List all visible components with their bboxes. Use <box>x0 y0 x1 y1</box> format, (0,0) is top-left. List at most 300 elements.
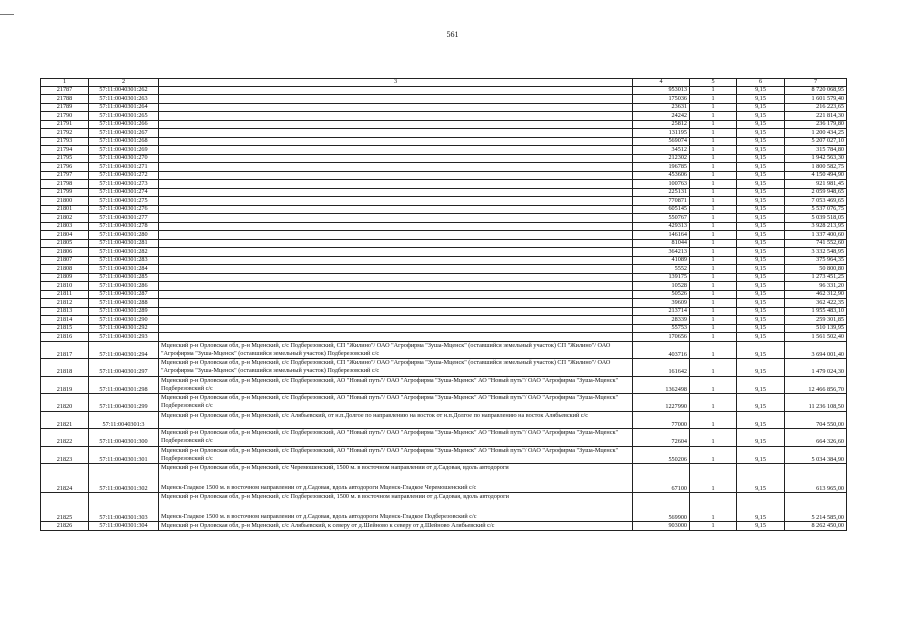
location-cell <box>159 290 633 299</box>
cadastral-number-cell: 57:11:0040301:303 <box>89 493 159 522</box>
area-cell: 41089 <box>633 256 690 265</box>
area-cell: 903000 <box>633 522 690 531</box>
row-number-cell: 21787 <box>41 86 89 95</box>
area-cell: 550767 <box>633 214 690 223</box>
rate-cell: 9,15 <box>737 205 785 214</box>
table-row <box>41 359 847 377</box>
cadastral-number-cell: 57:11:0040301:276 <box>89 205 159 214</box>
rate-cell: 9,15 <box>737 146 785 155</box>
rate-cell: 9,15 <box>737 493 785 522</box>
rate-cell: 9,15 <box>737 464 785 493</box>
location-cell <box>159 197 633 206</box>
rate-cell: 9,15 <box>737 273 785 282</box>
area-cell: 569074 <box>633 137 690 146</box>
coefficient-cell: 1 <box>690 376 737 394</box>
table-row <box>41 324 847 333</box>
coefficient-cell: 1 <box>690 129 737 138</box>
rate-cell: 9,15 <box>737 316 785 325</box>
value-cell: 510 139,95 <box>785 324 847 333</box>
page-number: 561 <box>446 30 459 39</box>
cadastral-number-cell: 57:11:0040301:269 <box>89 146 159 155</box>
cadastral-number-cell: 57:11:0040301:272 <box>89 171 159 180</box>
rate-cell: 9,15 <box>737 163 785 172</box>
row-number-cell: 21801 <box>41 205 89 214</box>
coefficient-cell: 1 <box>690 429 737 447</box>
rate-cell: 9,15 <box>737 446 785 464</box>
coefficient-cell: 1 <box>690 188 737 197</box>
table-row <box>41 299 847 308</box>
row-number-cell: 21794 <box>41 146 89 155</box>
value-cell: 50 800,80 <box>785 265 847 274</box>
value-cell: 4 150 494,90 <box>785 171 847 180</box>
rate-cell: 9,15 <box>737 429 785 447</box>
row-number-cell: 21811 <box>41 290 89 299</box>
cadastral-number-cell: 57:11:0040301:287 <box>89 290 159 299</box>
cadastral-number-cell: 57:11:0040301:284 <box>89 265 159 274</box>
row-number-cell: 21815 <box>41 324 89 333</box>
cadastral-number-cell: 57:11:0040301:3 <box>89 411 159 429</box>
row-number-cell: 21798 <box>41 180 89 189</box>
table-row <box>41 429 847 447</box>
table-row <box>41 411 847 429</box>
area-cell: 55753 <box>633 324 690 333</box>
cadastral-number-cell: 57:11:0040301:263 <box>89 95 159 104</box>
value-cell: 8 720 068,95 <box>785 86 847 95</box>
location-cell <box>159 120 633 129</box>
area-cell: 225131 <box>633 188 690 197</box>
cadastral-number-cell: 57:11:0040301:281 <box>89 239 159 248</box>
value-cell: 3 694 001,40 <box>785 341 847 359</box>
cadastral-number-cell: 57:11:0040301:277 <box>89 214 159 223</box>
header-cell: 5 <box>690 79 737 87</box>
row-number-cell: 21803 <box>41 222 89 231</box>
location-cell <box>159 282 633 291</box>
area-cell: 77000 <box>633 411 690 429</box>
location-cell <box>159 163 633 172</box>
coefficient-cell: 1 <box>690 307 737 316</box>
coefficient-cell: 1 <box>690 256 737 265</box>
location-cell: Мценский р-н Орловская обл, р-н Мценский, с/с Подберезовский, АО "Новый путь"/ ОАО "Агрофирма "Зуша-Мценск" АО "Новый путь"/ ОАО "Агрофирма "Зуша-Мценск" Подберезовский с/с <box>159 446 633 464</box>
row-number-cell: 21813 <box>41 307 89 316</box>
area-cell: 72604 <box>633 429 690 447</box>
area-cell: 100763 <box>633 180 690 189</box>
location-cell <box>159 180 633 189</box>
row-number-cell: 21819 <box>41 376 89 394</box>
location-cell <box>159 154 633 163</box>
table-row <box>41 307 847 316</box>
coefficient-cell: 1 <box>690 86 737 95</box>
table-row <box>41 290 847 299</box>
location-cell: Мценский р-н Орловская обл, р-н Мценский, с/с Подберезовский, СП "Жилино"/ ОАО "Агрофирма "Зуша-Мценск" (оставшийся земельный участок) СП "Жилино"/ ОАО "Агрофирма "Зуша-Мценск" (оставшийся земельный участок) Подберезовский с/с <box>159 341 633 359</box>
value-cell: 741 552,60 <box>785 239 847 248</box>
rate-cell: 9,15 <box>737 103 785 112</box>
value-cell: 3 332 548,95 <box>785 248 847 257</box>
coefficient-cell: 1 <box>690 446 737 464</box>
location-cell <box>159 146 633 155</box>
table-row <box>41 341 847 359</box>
location-cell <box>159 103 633 112</box>
value-cell: 1 955 483,10 <box>785 307 847 316</box>
area-cell: 605145 <box>633 205 690 214</box>
coefficient-cell: 1 <box>690 171 737 180</box>
location-cell <box>159 129 633 138</box>
value-cell: 1 942 563,30 <box>785 154 847 163</box>
row-number-cell: 21821 <box>41 411 89 429</box>
coefficient-cell: 1 <box>690 248 737 257</box>
table-row <box>41 273 847 282</box>
rate-cell: 9,15 <box>737 333 785 342</box>
cadastral-value-table <box>40 78 847 531</box>
table-row <box>41 248 847 257</box>
value-cell: 613 965,00 <box>785 464 847 493</box>
rate-cell: 9,15 <box>737 299 785 308</box>
row-number-cell: 21825 <box>41 493 89 522</box>
value-cell: 7 053 469,65 <box>785 197 847 206</box>
row-number-cell: 21804 <box>41 231 89 240</box>
value-cell: 1 200 434,25 <box>785 129 847 138</box>
table-row <box>41 446 847 464</box>
table-row <box>41 103 847 112</box>
location-line: Мценск-Гладкое 1500 м. в восточном направлении от д.Садовая, вдоль автодороги Мценск-Гладкое Подберезовский с/с <box>161 513 477 521</box>
cadastral-number-cell: 57:11:0040301:300 <box>89 429 159 447</box>
location-cell <box>159 464 633 493</box>
area-cell: 67100 <box>633 464 690 493</box>
area-cell: 170656 <box>633 333 690 342</box>
cadastral-number-cell: 57:11:0040301:283 <box>89 256 159 265</box>
coefficient-cell: 1 <box>690 112 737 121</box>
row-number-cell: 21820 <box>41 394 89 412</box>
row-number-cell: 21806 <box>41 248 89 257</box>
value-cell: 3 928 213,95 <box>785 222 847 231</box>
value-cell: 12 466 856,70 <box>785 376 847 394</box>
rate-cell: 9,15 <box>737 411 785 429</box>
coefficient-cell: 1 <box>690 137 737 146</box>
area-cell: 1227990 <box>633 394 690 412</box>
coefficient-cell: 1 <box>690 214 737 223</box>
cadastral-number-cell: 57:11:0040301:262 <box>89 86 159 95</box>
table-row <box>41 464 847 493</box>
location-cell <box>159 265 633 274</box>
value-cell: 8 262 450,00 <box>785 522 847 531</box>
area-cell: 212302 <box>633 154 690 163</box>
rate-cell: 9,15 <box>737 120 785 129</box>
cadastral-number-cell: 57:11:0040301:278 <box>89 222 159 231</box>
coefficient-cell: 1 <box>690 163 737 172</box>
row-number-cell: 21800 <box>41 197 89 206</box>
row-number-cell: 21810 <box>41 282 89 291</box>
row-number-cell: 21789 <box>41 103 89 112</box>
location-cell <box>159 333 633 342</box>
table-row <box>41 394 847 412</box>
row-number-cell: 21796 <box>41 163 89 172</box>
cadastral-number-cell: 57:11:0040301:265 <box>89 112 159 121</box>
header-cell: 1 <box>41 79 89 87</box>
cadastral-number-cell: 57:11:0040301:289 <box>89 307 159 316</box>
cadastral-number-cell: 57:11:0040301:298 <box>89 376 159 394</box>
table-row <box>41 95 847 104</box>
value-cell: 236 179,80 <box>785 120 847 129</box>
location-line: Мценский р-н Орловская обл, р-н Мценский, с/с Черемошенский, 1500 м. в восточном направлении от д.Садовая, вдоль автодороги <box>161 464 509 472</box>
row-number-cell: 21795 <box>41 154 89 163</box>
header-cell: 3 <box>159 79 633 87</box>
rate-cell: 9,15 <box>737 359 785 377</box>
cadastral-number-cell: 57:11:0040301:273 <box>89 180 159 189</box>
table-row <box>41 214 847 223</box>
area-cell: 1362498 <box>633 376 690 394</box>
row-number-cell: 21824 <box>41 464 89 493</box>
row-number-cell: 21818 <box>41 359 89 377</box>
table-row <box>41 146 847 155</box>
area-cell: 429313 <box>633 222 690 231</box>
table-row <box>41 180 847 189</box>
value-cell: 375 964,35 <box>785 256 847 265</box>
cadastral-number-cell: 57:11:0040301:292 <box>89 324 159 333</box>
location-cell <box>159 256 633 265</box>
location-cell <box>159 188 633 197</box>
cadastral-number-cell: 57:11:0040301:266 <box>89 120 159 129</box>
area-cell: 550206 <box>633 446 690 464</box>
value-cell: 704 550,00 <box>785 411 847 429</box>
location-cell <box>159 112 633 121</box>
rate-cell: 9,15 <box>737 214 785 223</box>
cadastral-number-cell: 57:11:0040301:285 <box>89 273 159 282</box>
location-cell: Мценский р-н Орловская обл, р-н Мценский, с/с Алябьевский, от н.п.Долгое по направлению на восток от н.п.Долгое по направлению на восток Алябьевский с/с <box>159 411 633 429</box>
value-cell: 221 814,30 <box>785 112 847 121</box>
location-cell <box>159 493 633 522</box>
table-row <box>41 316 847 325</box>
coefficient-cell: 1 <box>690 464 737 493</box>
row-number-cell: 21812 <box>41 299 89 308</box>
value-cell: 1 479 024,30 <box>785 359 847 377</box>
rate-cell: 9,15 <box>737 239 785 248</box>
coefficient-cell: 1 <box>690 273 737 282</box>
value-cell: 1 561 502,40 <box>785 333 847 342</box>
rate-cell: 9,15 <box>737 290 785 299</box>
value-cell: 1 273 451,25 <box>785 273 847 282</box>
area-cell: 23631 <box>633 103 690 112</box>
coefficient-cell: 1 <box>690 231 737 240</box>
coefficient-cell: 1 <box>690 290 737 299</box>
location-cell: Мценский р-н Орловская обл, р-н Мценский, с/с Алябьевский, к северу от д.Шейново к северу от д.Шейново Алябьевский с/с <box>159 522 633 531</box>
table-row <box>41 112 847 121</box>
coefficient-cell: 1 <box>690 239 737 248</box>
rate-cell: 9,15 <box>737 197 785 206</box>
cadastral-number-cell: 57:11:0040301:268 <box>89 137 159 146</box>
rate-cell: 9,15 <box>737 522 785 531</box>
table-row <box>41 282 847 291</box>
cadastral-number-cell: 57:11:0040301:288 <box>89 299 159 308</box>
scan-edge-mark <box>0 14 14 15</box>
coefficient-cell: 1 <box>690 180 737 189</box>
cadastral-number-cell: 57:11:0040301:302 <box>89 464 159 493</box>
rate-cell: 9,15 <box>737 341 785 359</box>
row-number-cell: 21799 <box>41 188 89 197</box>
row-number-cell: 21808 <box>41 265 89 274</box>
rate-cell: 9,15 <box>737 129 785 138</box>
header-cell: 6 <box>737 79 785 87</box>
value-cell: 216 223,65 <box>785 103 847 112</box>
table-row <box>41 86 847 95</box>
row-number-cell: 21826 <box>41 522 89 531</box>
value-cell: 664 326,60 <box>785 429 847 447</box>
rate-cell: 9,15 <box>737 265 785 274</box>
location-cell <box>159 137 633 146</box>
value-cell: 1 800 582,75 <box>785 163 847 172</box>
area-cell: 364213 <box>633 248 690 257</box>
value-cell: 1 601 579,40 <box>785 95 847 104</box>
row-number-cell: 21807 <box>41 256 89 265</box>
area-cell: 25812 <box>633 120 690 129</box>
table-row <box>41 333 847 342</box>
header-cell: 2 <box>89 79 159 87</box>
area-cell: 161642 <box>633 359 690 377</box>
area-cell: 146164 <box>633 231 690 240</box>
location-cell <box>159 316 633 325</box>
value-cell: 5 034 384,90 <box>785 446 847 464</box>
coefficient-cell: 1 <box>690 146 737 155</box>
rate-cell: 9,15 <box>737 188 785 197</box>
area-cell: 403716 <box>633 341 690 359</box>
row-number-cell: 21822 <box>41 429 89 447</box>
area-cell: 10528 <box>633 282 690 291</box>
area-cell: 953013 <box>633 86 690 95</box>
coefficient-cell: 1 <box>690 197 737 206</box>
cadastral-number-cell: 57:11:0040301:271 <box>89 163 159 172</box>
table-row <box>41 137 847 146</box>
table-row <box>41 188 847 197</box>
coefficient-cell: 1 <box>690 282 737 291</box>
area-cell: 24242 <box>633 112 690 121</box>
location-cell: Мценский р-н Орловская обл, р-н Мценский, с/с Подберезовский, АО "Новый путь"/ ОАО "Агрофирма "Зуша-Мценск" АО "Новый путь"/ ОАО "Агрофирма "Зуша-Мценск" Подберезовский с/с <box>159 376 633 394</box>
value-cell: 2 059 948,65 <box>785 188 847 197</box>
area-cell: 50526 <box>633 290 690 299</box>
row-number-cell: 21817 <box>41 341 89 359</box>
cadastral-number-cell: 57:11:0040301:282 <box>89 248 159 257</box>
coefficient-cell: 1 <box>690 493 737 522</box>
table-row <box>41 239 847 248</box>
location-cell <box>159 222 633 231</box>
area-cell: 213714 <box>633 307 690 316</box>
row-number-cell: 21791 <box>41 120 89 129</box>
table-row <box>41 154 847 163</box>
area-cell: 175036 <box>633 95 690 104</box>
location-cell <box>159 231 633 240</box>
location-cell <box>159 214 633 223</box>
value-cell: 921 981,45 <box>785 180 847 189</box>
coefficient-cell: 1 <box>690 411 737 429</box>
rate-cell: 9,15 <box>737 282 785 291</box>
table-row <box>41 493 847 522</box>
row-number-cell: 21809 <box>41 273 89 282</box>
location-cell <box>159 95 633 104</box>
coefficient-cell: 1 <box>690 394 737 412</box>
cadastral-number-cell: 57:11:0040301:294 <box>89 341 159 359</box>
value-cell: 11 236 108,50 <box>785 394 847 412</box>
row-number-cell: 21792 <box>41 129 89 138</box>
cadastral-number-cell: 57:11:0040301:299 <box>89 394 159 412</box>
coefficient-cell: 1 <box>690 205 737 214</box>
area-cell: 34512 <box>633 146 690 155</box>
rate-cell: 9,15 <box>737 86 785 95</box>
location-cell <box>159 248 633 257</box>
row-number-cell: 21788 <box>41 95 89 104</box>
coefficient-cell: 1 <box>690 222 737 231</box>
value-cell: 5 214 585,00 <box>785 493 847 522</box>
row-number-cell: 21793 <box>41 137 89 146</box>
table-row <box>41 265 847 274</box>
coefficient-cell: 1 <box>690 324 737 333</box>
value-cell: 96 331,20 <box>785 282 847 291</box>
value-cell: 5 039 518,05 <box>785 214 847 223</box>
coefficient-cell: 1 <box>690 359 737 377</box>
table-body <box>41 79 847 531</box>
cadastral-number-cell: 57:11:0040301:290 <box>89 316 159 325</box>
rate-cell: 9,15 <box>737 154 785 163</box>
area-cell: 28339 <box>633 316 690 325</box>
table-row <box>41 231 847 240</box>
area-cell: 131195 <box>633 129 690 138</box>
location-cell <box>159 205 633 214</box>
rate-cell: 9,15 <box>737 171 785 180</box>
row-number-cell: 21802 <box>41 214 89 223</box>
value-cell: 1 337 400,60 <box>785 231 847 240</box>
location-line: Мценский р-н Орловская обл, р-н Мценский, с/с Подберезовский, 1500 м. в восточном направлении от д.Садовая, вдоль автодороги <box>161 493 509 501</box>
table-row <box>41 197 847 206</box>
header-cell: 7 <box>785 79 847 87</box>
area-cell: 139175 <box>633 273 690 282</box>
location-line: Мценск-Гладкое 1500 м. в восточном направлении от д.Садовая, вдоль автодороги Мценск-Гладкое Черемошенский с/с <box>161 484 477 492</box>
location-cell: Мценский р-н Орловская обл, р-н Мценский, с/с Подберезовский, СП "Жилино"/ ОАО "Агрофирма "Зуша-Мценск" (оставшийся земельный участок) СП "Жилино"/ ОАО "Агрофирма "Зуша-Мценск" (оставшийся земельный участок) Подберезовский с/с <box>159 359 633 377</box>
coefficient-cell: 1 <box>690 120 737 129</box>
row-number-cell: 21823 <box>41 446 89 464</box>
cadastral-number-cell: 57:11:0040301:280 <box>89 231 159 240</box>
table-row <box>41 522 847 531</box>
value-cell: 362 422,35 <box>785 299 847 308</box>
cadastral-number-cell: 57:11:0040301:270 <box>89 154 159 163</box>
rate-cell: 9,15 <box>737 222 785 231</box>
rate-cell: 9,15 <box>737 376 785 394</box>
cadastral-number-cell: 57:11:0040301:274 <box>89 188 159 197</box>
location-cell: Мценский р-н Орловская обл, р-н Мценский, с/с Подберезовский, АО "Новый путь"/ ОАО "Агрофирма "Зуша-Мценск" АО "Новый путь"/ ОАО "Агрофирма "Зуша-Мценск" Подберезовский с/с <box>159 429 633 447</box>
area-cell: 453606 <box>633 171 690 180</box>
table-header-row <box>41 79 847 87</box>
location-cell <box>159 307 633 316</box>
area-cell: 81044 <box>633 239 690 248</box>
row-number-cell: 21797 <box>41 171 89 180</box>
cadastral-number-cell: 57:11:0040301:264 <box>89 103 159 112</box>
coefficient-cell: 1 <box>690 95 737 104</box>
coefficient-cell: 1 <box>690 299 737 308</box>
location-cell <box>159 86 633 95</box>
location-cell <box>159 171 633 180</box>
rate-cell: 9,15 <box>737 248 785 257</box>
table-row <box>41 163 847 172</box>
cadastral-number-cell: 57:11:0040301:304 <box>89 522 159 531</box>
location-cell <box>159 299 633 308</box>
coefficient-cell: 1 <box>690 522 737 531</box>
coefficient-cell: 1 <box>690 103 737 112</box>
coefficient-cell: 1 <box>690 341 737 359</box>
value-cell: 5 207 027,10 <box>785 137 847 146</box>
value-cell: 462 312,90 <box>785 290 847 299</box>
rate-cell: 9,15 <box>737 180 785 189</box>
rate-cell: 9,15 <box>737 307 785 316</box>
rate-cell: 9,15 <box>737 95 785 104</box>
location-cell: Мценский р-н Орловская обл, р-н Мценский, с/с Подберезовский, АО "Новый путь"/ ОАО "Агрофирма "Зуша-Мценск" АО "Новый путь"/ ОАО "Агрофирма "Зуша-Мценск" Подберезовский с/с <box>159 394 633 412</box>
cadastral-number-cell: 57:11:0040301:267 <box>89 129 159 138</box>
rate-cell: 9,15 <box>737 324 785 333</box>
cadastral-number-cell: 57:11:0040301:297 <box>89 359 159 377</box>
